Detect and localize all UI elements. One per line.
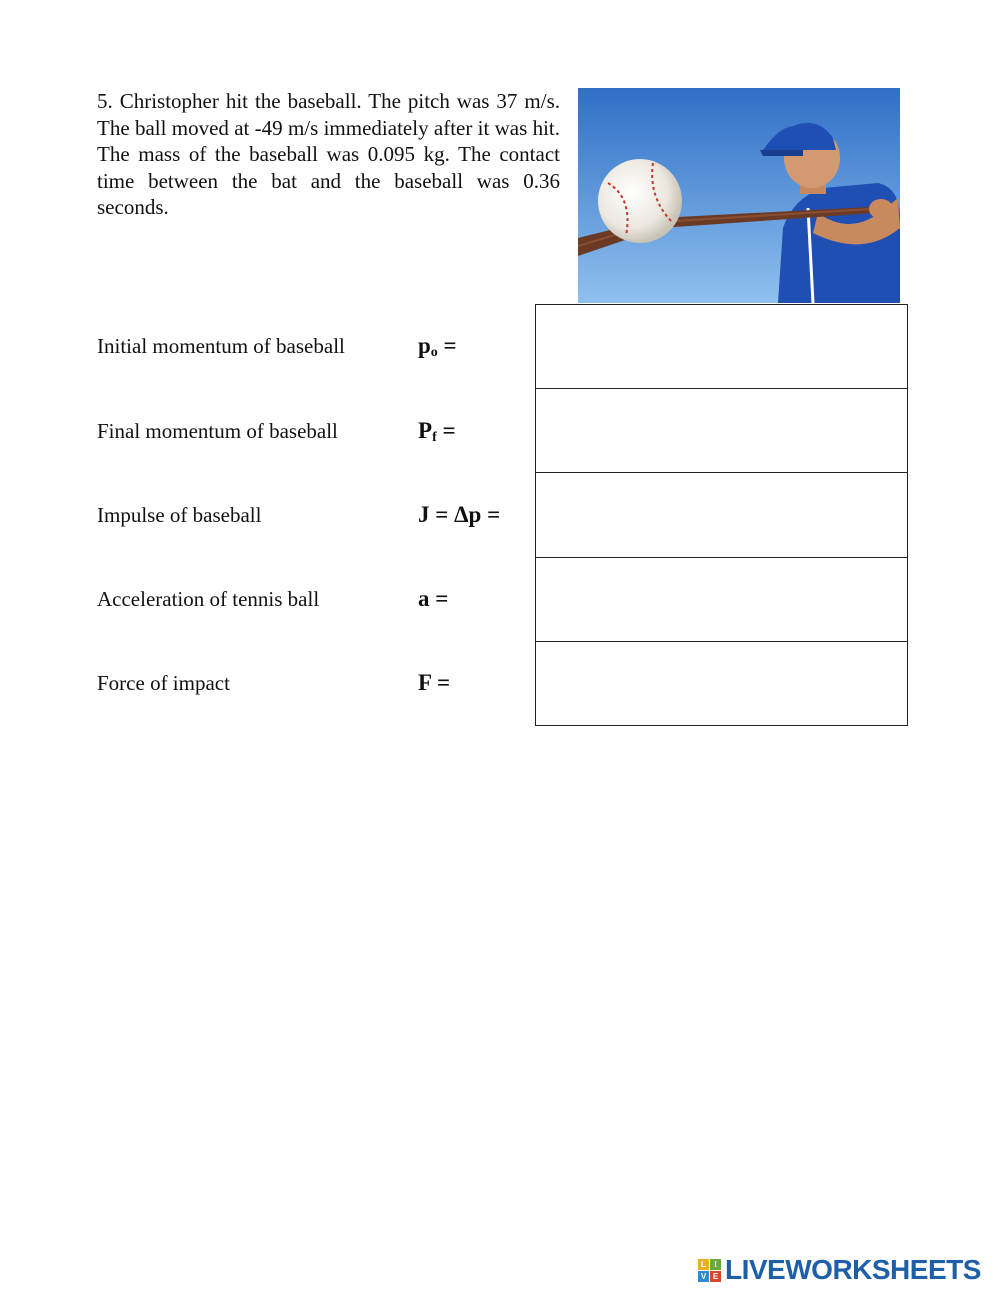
row-label-final-momentum: Final momentum of baseball [97, 419, 338, 443]
baseball-batter-photo [578, 88, 900, 303]
liveworksheets-logo[interactable] [698, 1255, 981, 1285]
baseball-batter-icon [578, 88, 900, 303]
answer-box-final-momentum[interactable] [535, 388, 908, 473]
row-label-acceleration: Acceleration of tennis ball [97, 587, 320, 611]
equation-force: F = [418, 670, 451, 695]
row-label-force: Force of impact [97, 671, 230, 695]
equation-impulse: J = Δp = [418, 502, 501, 527]
equation-initial-momentum: $p_o$ = [418, 333, 457, 360]
answer-box-impulse[interactable] [535, 472, 908, 558]
row-label-impulse: Impulse of baseball [97, 503, 262, 527]
liveworksheets-logo-icon: L I V E [698, 1259, 721, 1282]
liveworksheets-logo-text: LIVEWORKSHEETS [725, 1254, 981, 1285]
answer-box-acceleration[interactable] [535, 557, 908, 642]
row-label-initial-momentum: Initial momentum of baseball [97, 334, 345, 358]
answer-box-initial-momentum[interactable] [535, 304, 908, 389]
answer-box-force[interactable] [535, 641, 908, 726]
equation-final-momentum: $P_f$ = [418, 418, 456, 445]
problem-text: 5. Christopher hit the baseball. The pitch was 37 m/s. The ball moved at -49 m/s immediately after it was hit. The mass of the baseball was 0.095 kg. The contact time between the bat and the baseball was 0.36 seconds. [97, 89, 560, 219]
equation-acceleration: a = [418, 586, 449, 611]
